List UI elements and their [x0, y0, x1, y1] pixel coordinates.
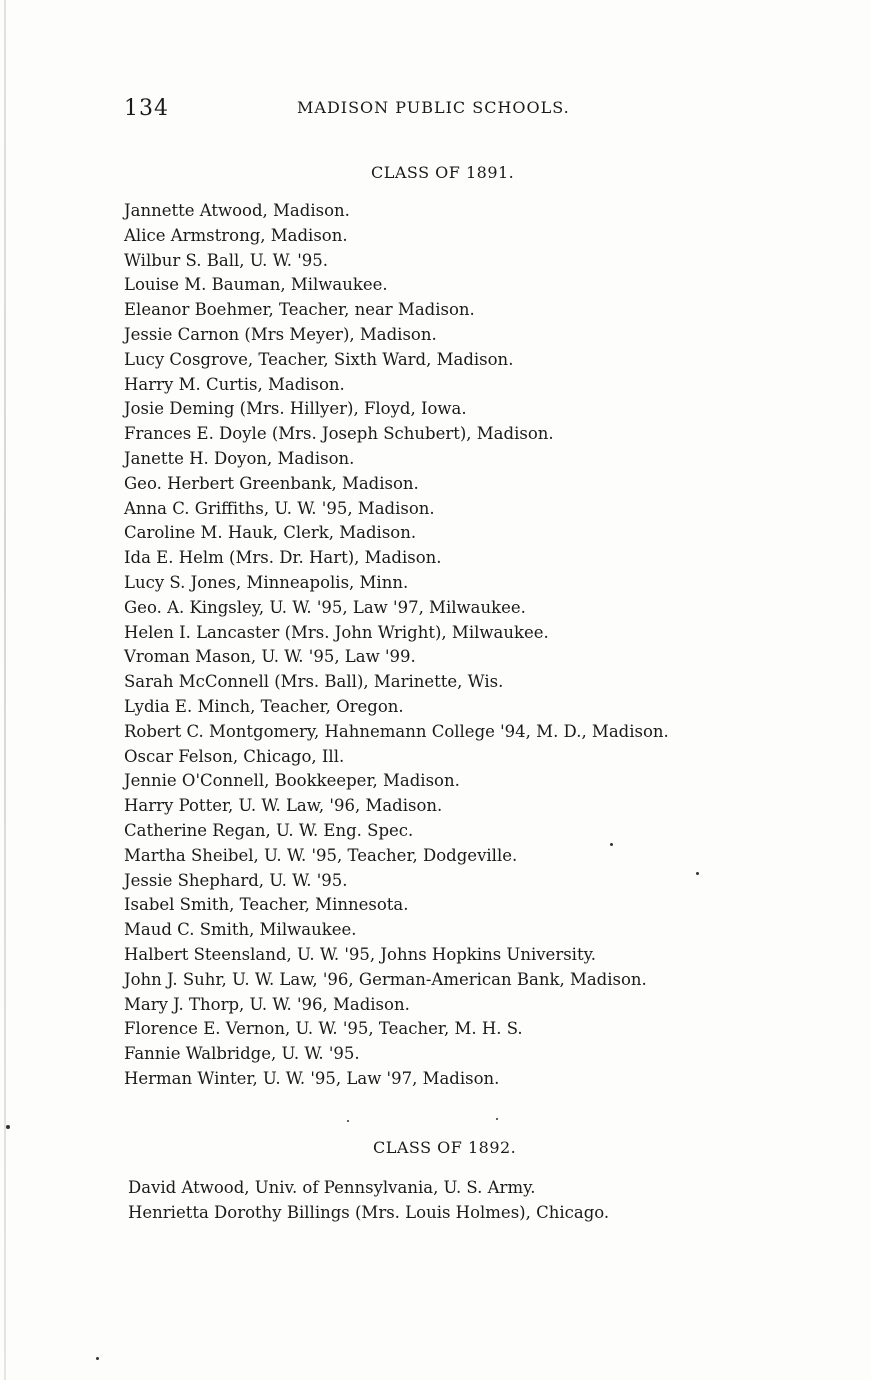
list-item: Oscar Felson, Chicago, Ill. — [124, 746, 345, 766]
list-item: Jessie Carnon (Mrs Meyer), Madison. — [124, 324, 437, 344]
list-item: Mary J. Thorp, U. W. '96, Madison. — [124, 994, 410, 1014]
class-list-1892 — [128, 1175, 609, 1225]
scan-speck — [696, 872, 699, 875]
list-item: Jessie Shephard, U. W. '95. — [124, 870, 348, 890]
scan-speck — [610, 843, 613, 846]
scan-speck — [6, 1125, 10, 1129]
list-item: Fannie Walbridge, U. W. '95. — [124, 1044, 360, 1064]
list-item: Jennie O'Connell, Bookkeeper, Madison. — [124, 771, 460, 791]
list-item: Caroline M. Hauk, Clerk, Madison. — [124, 523, 417, 543]
list-item: Harry M. Curtis, Madison. — [124, 374, 345, 394]
list-item: Wilbur S. Ball, U. W. '95. — [124, 250, 328, 270]
list-item: Jannette Atwood, Madison. — [124, 201, 350, 220]
list-item: Frances E. Doyle (Mrs. Joseph Schubert), Madison. — [124, 424, 554, 444]
scan-speck — [347, 1120, 349, 1122]
list-item: Geo. Herbert Greenbank, Madison. — [124, 473, 419, 493]
list-item: Catherine Regan, U. W. Eng. Spec. — [124, 820, 414, 840]
list-item: Anna C. Griffiths, U. W. '95, Madison. — [124, 498, 435, 518]
list-item: Janette H. Doyon, Madison. — [124, 448, 355, 468]
list-item: Lucy Cosgrove, Teacher, Sixth Ward, Madison. — [124, 349, 514, 369]
list-item: Harry Potter, U. W. Law, '96, Madison. — [124, 796, 443, 816]
list-item: Geo. A. Kingsley, U. W. '95, Law '97, Milwaukee. — [124, 597, 526, 617]
list-item: Louise M. Bauman, Milwaukee. — [124, 275, 388, 295]
class-list-1891 — [124, 199, 669, 1092]
list-item: Sarah McConnell (Mrs. Ball), Marinette, Wis. — [124, 672, 504, 692]
scan-speck — [96, 1357, 99, 1360]
class-heading-1891: CLASS OF 1891. — [371, 163, 515, 182]
list-item: Lydia E. Minch, Teacher, Oregon. — [124, 696, 404, 716]
running-head: MADISON PUBLIC SCHOOLS. — [297, 98, 570, 117]
list-item: Vroman Mason, U. W. '95, Law '99. — [124, 647, 416, 667]
list-item: Josie Deming (Mrs. Hillyer), Floyd, Iowa. — [124, 399, 467, 419]
list-item: Florence E. Vernon, U. W. '95, Teacher, M. H. S. — [124, 1019, 523, 1039]
list-item: John J. Suhr, U. W. Law, '96, German-American Bank, Madison. — [124, 969, 647, 989]
list-item: Eleanor Boehmer, Teacher, near Madison. — [124, 300, 475, 320]
list-item: Robert C. Montgomery, Hahnemann College '94, M. D., Madison. — [124, 721, 669, 741]
list-item: Herman Winter, U. W. '95, Law '97, Madison. — [124, 1068, 500, 1088]
list-item: Martha Sheibel, U. W. '95, Teacher, Dodgeville. — [124, 845, 518, 865]
list-item: Henrietta Dorothy Billings (Mrs. Louis Holmes), Chicago. — [128, 1203, 610, 1222]
page-number: 134 — [124, 96, 169, 121]
list-item: Alice Armstrong, Madison. — [124, 225, 348, 245]
list-item: Maud C. Smith, Milwaukee. — [124, 920, 357, 940]
list-item: Helen I. Lancaster (Mrs. John Wright), Milwaukee. — [124, 622, 549, 642]
list-item: Isabel Smith, Teacher, Minnesota. — [124, 895, 409, 915]
list-item: David Atwood, Univ. of Pennsylvania, U. S. Army. — [128, 1178, 536, 1197]
list-item: Lucy S. Jones, Minneapolis, Minn. — [124, 572, 409, 592]
scan-edge-shadow — [4, 0, 6, 1380]
list-item: Halbert Steensland, U. W. '95, Johns Hopkins University. — [124, 944, 596, 964]
list-item: Ida E. Helm (Mrs. Dr. Hart), Madison. — [124, 548, 442, 568]
scan-speck — [496, 1118, 498, 1120]
class-heading-1892: CLASS OF 1892. — [373, 1138, 517, 1157]
